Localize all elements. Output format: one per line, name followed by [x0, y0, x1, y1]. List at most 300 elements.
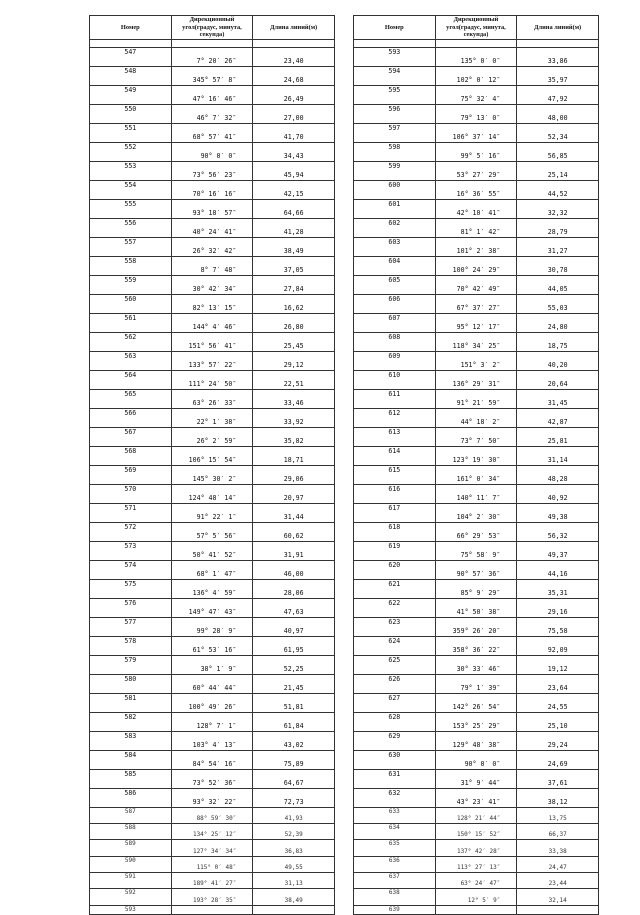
table-row [354, 560, 599, 579]
row-length: 25,45 [253, 332, 335, 351]
row-length: 92,09 [517, 636, 599, 655]
row-angle: 70° 42′ 49″ [435, 275, 517, 294]
table-row [354, 370, 599, 389]
row-length: 41,93 [253, 807, 335, 823]
table-body-left [90, 39, 335, 914]
row-angle: 38° 1′ 9″ [171, 655, 253, 674]
row-length: 25,14 [517, 161, 599, 180]
row-angle: 61° 53′ 16″ [171, 636, 253, 655]
row-length: 31,27 [517, 237, 599, 256]
row-length: 27,84 [253, 275, 335, 294]
row-angle: 30° 42′ 34″ [171, 275, 253, 294]
row-angle: 137° 42′ 28″ [435, 840, 517, 856]
row-angle: 93° 18′ 57″ [171, 199, 253, 218]
table-row [90, 47, 335, 66]
row-angle: 151° 3′ 2″ [435, 351, 517, 370]
row-length: 32,14 [517, 889, 599, 905]
row-number: 599 [354, 161, 436, 180]
row-angle: 93° 32′ 22″ [171, 788, 253, 807]
row-angle: 100° 49′ 26″ [171, 693, 253, 712]
row-length: 16,62 [253, 294, 335, 313]
row-length: 37,05 [253, 256, 335, 275]
table-row [90, 693, 335, 712]
row-number: 591 [90, 873, 172, 889]
row-length: 52,34 [517, 123, 599, 142]
row-length: 25,10 [517, 712, 599, 731]
table-row [354, 617, 599, 636]
row-number: 561 [90, 313, 172, 332]
row-angle: 153° 25′ 29″ [435, 712, 517, 731]
row-number: 549 [90, 85, 172, 104]
table-row [90, 199, 335, 218]
row-length: 35,82 [253, 427, 335, 446]
row-length: 41,28 [253, 218, 335, 237]
row-number: 633 [354, 807, 436, 823]
row-length: 18,75 [517, 332, 599, 351]
angles-table-right [353, 15, 599, 915]
row-number: 632 [354, 788, 436, 807]
row-length: 43,02 [253, 731, 335, 750]
table-row [354, 313, 599, 332]
row-angle: 113° 27′ 13″ [435, 856, 517, 872]
row-number: 595 [354, 85, 436, 104]
table-header-row [354, 16, 599, 40]
row-angle: 145° 30′ 2″ [171, 465, 253, 484]
gap-cell [517, 39, 599, 47]
table-row [354, 598, 599, 617]
row-length: 33,38 [517, 840, 599, 856]
table-row [90, 218, 335, 237]
table-row [90, 408, 335, 427]
table-row [90, 161, 335, 180]
table-row [90, 769, 335, 788]
row-length: 75,58 [517, 617, 599, 636]
row-length: 30,78 [517, 256, 599, 275]
row-angle: 81° 1′ 42″ [435, 218, 517, 237]
row-number: 596 [354, 104, 436, 123]
row-length: 31,91 [253, 541, 335, 560]
table-row [354, 446, 599, 465]
table-row [354, 873, 599, 889]
row-angle: 106° 37′ 14″ [435, 123, 517, 142]
row-length: 33,46 [253, 389, 335, 408]
row-angle: 124° 48′ 14″ [171, 484, 253, 503]
row-length: 20,97 [253, 484, 335, 503]
header-gap-row [354, 39, 599, 47]
row-number: 574 [90, 560, 172, 579]
row-number: 548 [90, 66, 172, 85]
table-row [90, 180, 335, 199]
row-number: 593 [90, 905, 172, 914]
row-number: 572 [90, 522, 172, 541]
row-number: 607 [354, 313, 436, 332]
row-length: 31,45 [517, 389, 599, 408]
table-row [90, 840, 335, 856]
row-angle: 111° 24′ 50″ [171, 370, 253, 389]
row-number: 553 [90, 161, 172, 180]
row-angle: 46° 7′ 32″ [171, 104, 253, 123]
row-length: 26,49 [253, 85, 335, 104]
row-number: 610 [354, 370, 436, 389]
row-angle: 85° 9′ 29″ [435, 579, 517, 598]
row-angle: 95° 12′ 17″ [435, 313, 517, 332]
row-angle: 150° 15′ 52″ [435, 823, 517, 839]
row-length: 42,87 [517, 408, 599, 427]
table-row [354, 731, 599, 750]
table-row [354, 389, 599, 408]
row-length: 24,55 [517, 693, 599, 712]
row-angle: 90° 0′ 0″ [435, 750, 517, 769]
row-number: 639 [354, 905, 436, 914]
row-angle: 73° 56′ 23″ [171, 161, 253, 180]
row-length: 23,40 [253, 47, 335, 66]
row-number: 613 [354, 427, 436, 446]
table-row [354, 522, 599, 541]
table-row [354, 275, 599, 294]
table-row [354, 503, 599, 522]
header-length: Длина линий(м) [517, 16, 599, 40]
row-number: 588 [90, 823, 172, 839]
table-row [90, 142, 335, 161]
row-angle: 82° 13′ 15″ [171, 294, 253, 313]
gap-cell [354, 39, 436, 47]
row-number: 589 [90, 840, 172, 856]
row-length: 47,63 [253, 598, 335, 617]
table-row [90, 313, 335, 332]
row-number: 573 [90, 541, 172, 560]
row-number: 559 [90, 275, 172, 294]
row-number: 576 [90, 598, 172, 617]
table-row [354, 237, 599, 256]
row-number: 581 [90, 693, 172, 712]
row-length: 20,64 [517, 370, 599, 389]
row-length: 48,00 [517, 104, 599, 123]
table-row [354, 807, 599, 823]
row-length: 23,44 [517, 873, 599, 889]
gap-cell [435, 39, 517, 47]
row-angle: 189° 41′ 27″ [171, 873, 253, 889]
row-number: 585 [90, 769, 172, 788]
row-angle: 47° 16′ 46″ [171, 85, 253, 104]
table-row [90, 484, 335, 503]
row-number: 614 [354, 446, 436, 465]
row-length: 44,52 [517, 180, 599, 199]
row-number: 583 [90, 731, 172, 750]
table-row [90, 351, 335, 370]
table-row [354, 693, 599, 712]
row-number: 626 [354, 674, 436, 693]
row-angle: 100° 24′ 29″ [435, 256, 517, 275]
row-length: 33,92 [253, 408, 335, 427]
row-angle: 345° 57′ 8″ [171, 66, 253, 85]
row-angle: 79° 1′ 39″ [435, 674, 517, 693]
row-angle: 16° 36′ 55″ [435, 180, 517, 199]
table-row [354, 142, 599, 161]
row-number: 592 [90, 889, 172, 905]
row-length: 31,14 [517, 446, 599, 465]
table-row [90, 541, 335, 560]
row-number: 617 [354, 503, 436, 522]
table-row [90, 275, 335, 294]
table-row [90, 503, 335, 522]
row-number: 621 [354, 579, 436, 598]
table-row [90, 579, 335, 598]
row-length: 48,28 [517, 465, 599, 484]
table-row [354, 636, 599, 655]
row-angle: 73° 52′ 36″ [171, 769, 253, 788]
row-angle: 149° 47′ 43″ [171, 598, 253, 617]
row-length: 52,25 [253, 655, 335, 674]
row-number: 593 [354, 47, 436, 66]
row-number: 547 [90, 47, 172, 66]
table-row [90, 560, 335, 579]
row-number: 550 [90, 104, 172, 123]
table-row [90, 294, 335, 313]
row-length: 23,64 [517, 674, 599, 693]
table-row [90, 788, 335, 807]
row-length: 29,16 [517, 598, 599, 617]
row-length: 61,95 [253, 636, 335, 655]
row-number: 565 [90, 389, 172, 408]
row-length: 27,00 [253, 104, 335, 123]
row-length: 31,13 [253, 873, 335, 889]
gap-cell [90, 39, 172, 47]
table-row [90, 712, 335, 731]
row-angle: 75° 32′ 4″ [435, 85, 517, 104]
row-angle: 84° 54′ 16″ [171, 750, 253, 769]
row-number: 579 [90, 655, 172, 674]
row-length: 38,12 [517, 788, 599, 807]
row-number: 590 [90, 856, 172, 872]
row-length: 46,00 [253, 560, 335, 579]
row-angle: 91° 21′ 59″ [435, 389, 517, 408]
table-row [90, 370, 335, 389]
row-angle: 136° 29′ 31″ [435, 370, 517, 389]
row-number: 554 [90, 180, 172, 199]
row-angle: 63° 26′ 33″ [171, 389, 253, 408]
row-length: 49,37 [517, 541, 599, 560]
row-angle: 128° 7′ 1″ [171, 712, 253, 731]
table-row [354, 579, 599, 598]
row-angle: 118° 34′ 25″ [435, 332, 517, 351]
row-length: 49,55 [253, 856, 335, 872]
row-number: 616 [354, 484, 436, 503]
row-length: 26,80 [253, 313, 335, 332]
table-row [90, 823, 335, 839]
row-angle: 136° 4′ 59″ [171, 579, 253, 598]
row-number: 586 [90, 788, 172, 807]
row-length: 33,86 [517, 47, 599, 66]
table-row-last-number [90, 905, 335, 914]
row-number: 567 [90, 427, 172, 446]
row-angle: 75° 58′ 9″ [435, 541, 517, 560]
table-row [90, 889, 335, 905]
table-row [354, 465, 599, 484]
row-length: 35,97 [517, 66, 599, 85]
row-length: 64,66 [253, 199, 335, 218]
row-length: 24,80 [517, 313, 599, 332]
row-number: 582 [90, 712, 172, 731]
row-number: 562 [90, 332, 172, 351]
table-row [354, 218, 599, 237]
table-row [354, 408, 599, 427]
row-number: 587 [90, 807, 172, 823]
table-row [354, 85, 599, 104]
row-length: 35,31 [517, 579, 599, 598]
row-angle: 68° 57′ 41″ [171, 123, 253, 142]
row-number: 604 [354, 256, 436, 275]
header-gap-row [90, 39, 335, 47]
row-angle: 91° 22′ 1″ [171, 503, 253, 522]
row-length: 49,38 [517, 503, 599, 522]
row-number: 629 [354, 731, 436, 750]
row-number: 597 [354, 123, 436, 142]
row-angle: 30° 33′ 46″ [435, 655, 517, 674]
table-row [354, 332, 599, 351]
table-row [354, 47, 599, 66]
row-angle: 41° 50′ 38″ [435, 598, 517, 617]
table-row [354, 123, 599, 142]
row-angle: 135° 0′ 0″ [435, 47, 517, 66]
row-angle: 66° 29′ 53″ [435, 522, 517, 541]
row-number: 622 [354, 598, 436, 617]
table-row [354, 840, 599, 856]
row-number: 627 [354, 693, 436, 712]
row-length: 29,12 [253, 351, 335, 370]
table-row [90, 873, 335, 889]
row-angle: 115° 0′ 48″ [171, 856, 253, 872]
table-row [354, 769, 599, 788]
row-number: 635 [354, 840, 436, 856]
row-angle: 43° 23′ 41″ [435, 788, 517, 807]
row-angle: 103° 4′ 13″ [171, 731, 253, 750]
row-number: 630 [354, 750, 436, 769]
row-angle: 129° 48′ 38″ [435, 731, 517, 750]
gap-cell [253, 39, 335, 47]
row-number: 605 [354, 275, 436, 294]
row-number: 624 [354, 636, 436, 655]
row-length: 66,37 [517, 823, 599, 839]
row-length: 64,67 [253, 769, 335, 788]
table-row [90, 85, 335, 104]
row-number: 551 [90, 123, 172, 142]
table-row [354, 889, 599, 905]
row-number: 619 [354, 541, 436, 560]
table-body-right [354, 39, 599, 914]
row-length: 45,94 [253, 161, 335, 180]
row-length: 41,70 [253, 123, 335, 142]
header-angle: Дирекционный угол(градус, минута, секунда) [435, 16, 517, 40]
table-row [354, 484, 599, 503]
row-angle: 90° 57′ 36″ [435, 560, 517, 579]
row-length: 37,61 [517, 769, 599, 788]
row-angle: 104° 2′ 30″ [435, 503, 517, 522]
row-angle: 67° 37′ 27″ [435, 294, 517, 313]
row-number: 603 [354, 237, 436, 256]
table-row [90, 674, 335, 693]
table-row [90, 856, 335, 872]
row-number: 564 [90, 370, 172, 389]
row-angle: 133° 57′ 22″ [171, 351, 253, 370]
row-angle: 127° 34′ 34″ [171, 840, 253, 856]
row-angle: 31° 9′ 44″ [435, 769, 517, 788]
row-angle: 151° 56′ 41″ [171, 332, 253, 351]
row-angle: 50° 41′ 52″ [171, 541, 253, 560]
row-length: 44,05 [517, 275, 599, 294]
row-angle: 142° 26′ 54″ [435, 693, 517, 712]
row-number: 560 [90, 294, 172, 313]
row-length: 61,84 [253, 712, 335, 731]
row-number: 628 [354, 712, 436, 731]
table-row [90, 123, 335, 142]
row-number: 609 [354, 351, 436, 370]
row-length: 29,06 [253, 465, 335, 484]
table-row [354, 66, 599, 85]
table-row [90, 522, 335, 541]
empty-cell [171, 905, 253, 914]
row-angle: 57° 5′ 56″ [171, 522, 253, 541]
row-number: 557 [90, 237, 172, 256]
row-angle: 358° 36′ 22″ [435, 636, 517, 655]
row-number: 623 [354, 617, 436, 636]
row-angle: 134° 25′ 12″ [171, 823, 253, 839]
row-length: 29,24 [517, 731, 599, 750]
row-angle: 40° 24′ 41″ [171, 218, 253, 237]
row-number: 563 [90, 351, 172, 370]
row-angle: 68° 1′ 47″ [171, 560, 253, 579]
table-row [354, 180, 599, 199]
row-length: 56,85 [517, 142, 599, 161]
table-row [90, 465, 335, 484]
row-angle: 70° 16′ 16″ [171, 180, 253, 199]
table-row [90, 731, 335, 750]
row-number: 608 [354, 332, 436, 351]
table-row [90, 256, 335, 275]
table-row [354, 655, 599, 674]
angles-table-left [89, 15, 335, 915]
row-number: 584 [90, 750, 172, 769]
table-row [354, 427, 599, 446]
table-row [354, 161, 599, 180]
row-number: 577 [90, 617, 172, 636]
row-angle: 101° 2′ 38″ [435, 237, 517, 256]
row-number: 634 [354, 823, 436, 839]
row-length: 24,47 [517, 856, 599, 872]
row-angle: 99° 28′ 9″ [171, 617, 253, 636]
row-length: 52,39 [253, 823, 335, 839]
table-row [90, 750, 335, 769]
row-length: 19,12 [517, 655, 599, 674]
row-number: 625 [354, 655, 436, 674]
row-length: 38,49 [253, 237, 335, 256]
row-number: 575 [90, 579, 172, 598]
row-number: 552 [90, 142, 172, 161]
row-length: 25,81 [517, 427, 599, 446]
row-number: 606 [354, 294, 436, 313]
row-number: 615 [354, 465, 436, 484]
row-length: 40,92 [517, 484, 599, 503]
table-row [354, 788, 599, 807]
row-number: 571 [90, 503, 172, 522]
table-row-last-number [354, 905, 599, 914]
row-length: 60,62 [253, 522, 335, 541]
table-row [90, 104, 335, 123]
row-length: 18,71 [253, 446, 335, 465]
empty-cell [253, 905, 335, 914]
row-angle: 53° 27′ 29″ [435, 161, 517, 180]
row-number: 638 [354, 889, 436, 905]
row-length: 47,92 [517, 85, 599, 104]
